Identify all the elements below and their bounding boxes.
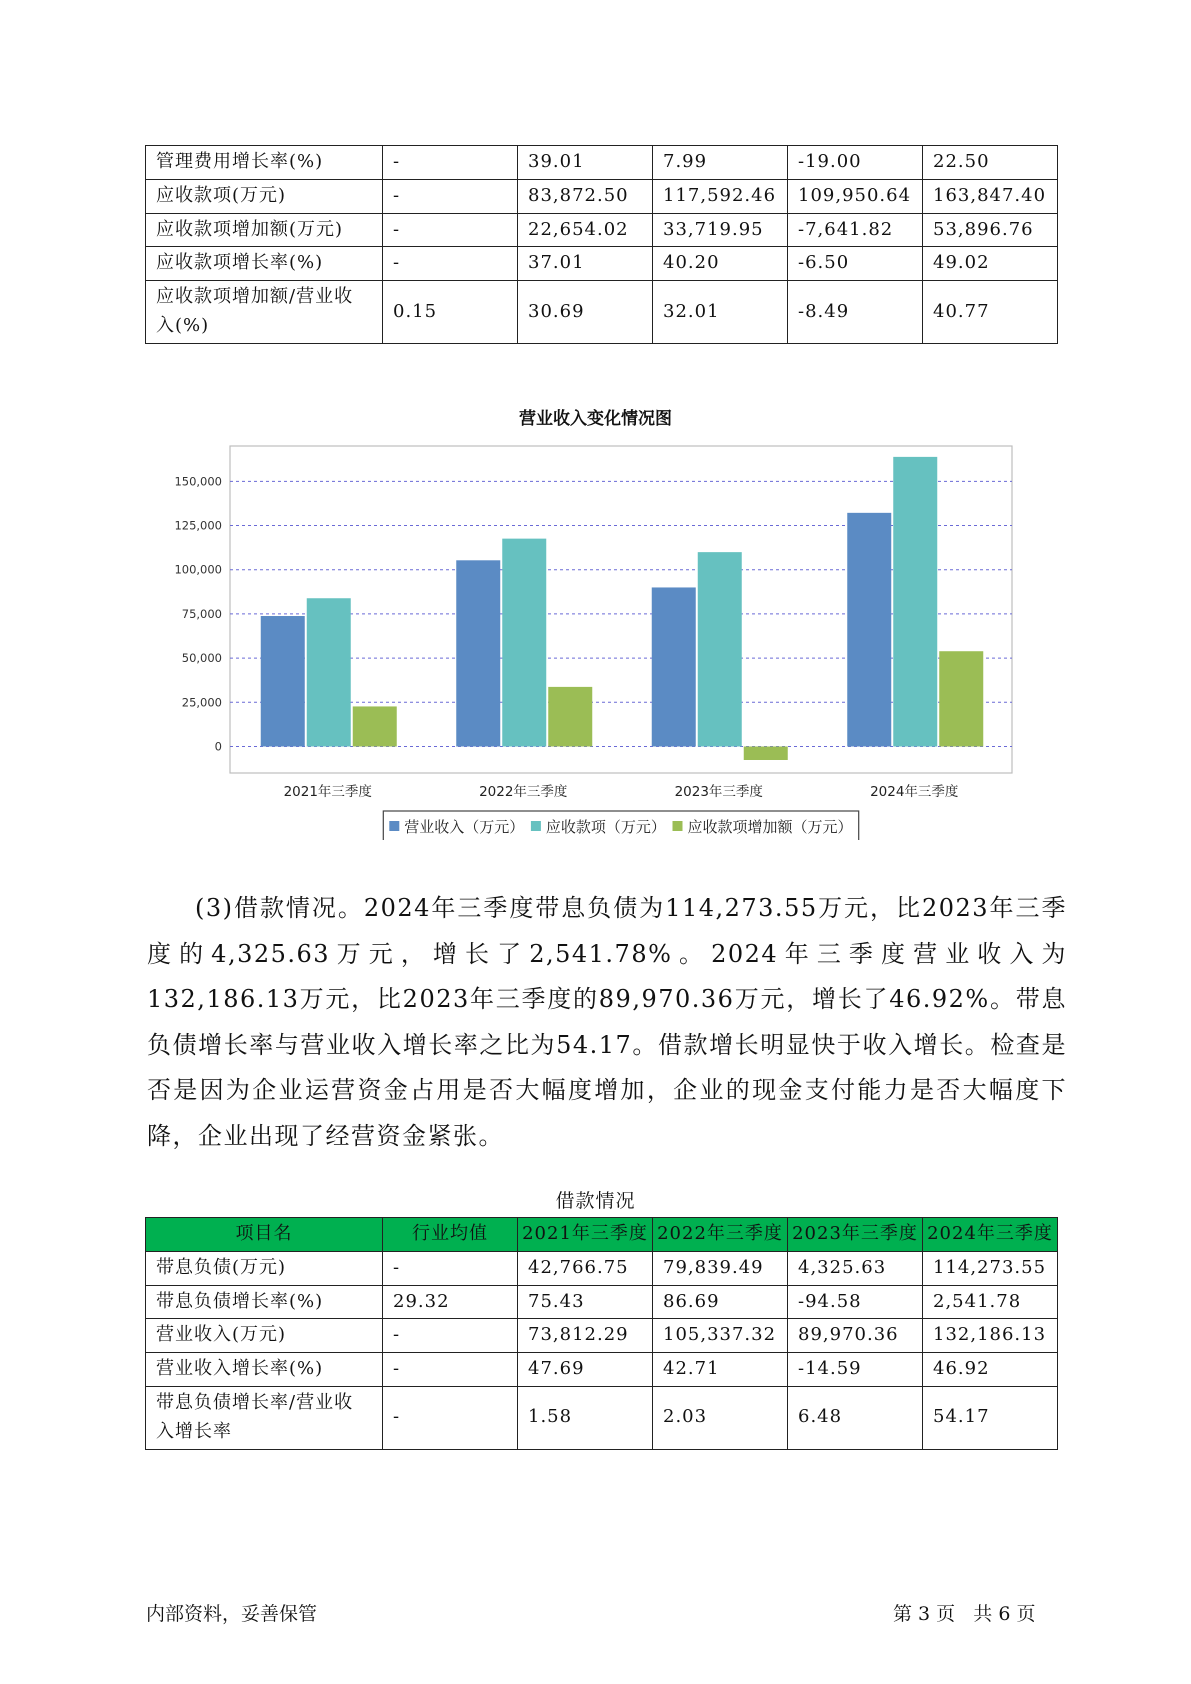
table-cell: 33,719.95: [653, 213, 788, 247]
table-row: [146, 1285, 1058, 1319]
table-cell: -6.50: [788, 247, 923, 281]
bar: [847, 513, 891, 747]
table-cell: 40.77: [923, 281, 1058, 344]
table-cell: 53,896.76: [923, 213, 1058, 247]
legend-label: 营业收入（万元）: [404, 818, 525, 836]
table-cell: 带息负债(万元): [146, 1251, 383, 1285]
table-cell: 带息负债增长率/营业收入增长率: [146, 1386, 383, 1449]
column-header: 2021年三季度: [518, 1218, 653, 1252]
table-cell: -19.00: [788, 146, 923, 180]
loan-table-caption: 借款情况: [555, 1190, 636, 1212]
table-cell: 6.48: [788, 1386, 923, 1449]
table-cell: 49.02: [923, 247, 1058, 281]
table-cell: 营业收入增长率(%): [146, 1353, 383, 1387]
table-cell: -7,641.82: [788, 213, 923, 247]
table-cell: 54.17: [923, 1386, 1058, 1449]
loan-analysis-paragraph: (3)借款情况。2024年三季度带息负债为114,273.55万元，比2023年三季度的4,325.63万元，增长了2,541.78%。2024年三季度营业收入为132,186.13万元，比2023年三季度的89,970.36万元，增长了46.92%。带息负债增长率与营业收入增长率之比为54.17。借款增长明显快于收入增长。检查是否是因为企业运营资金占用是否大幅度增加，企业的现金支付能力是否大幅度下降，企业出现了经营资金紧张。: [147, 894, 1067, 1150]
x-tick-label: 2022年三季度: [479, 784, 568, 800]
table-cell: 22.50: [923, 146, 1058, 180]
bar: [744, 746, 788, 760]
y-tick-label: 100,000: [174, 562, 222, 577]
table-row: [146, 1319, 1058, 1353]
table-cell: 37.01: [518, 247, 653, 281]
x-tick-label: 2023年三季度: [674, 784, 763, 800]
table-cell: -8.49: [788, 281, 923, 344]
table-cell: 1.58: [518, 1386, 653, 1449]
table-cell: -14.59: [788, 1353, 923, 1387]
table-cell: 163,847.40: [923, 179, 1058, 213]
table-row: [146, 1386, 1058, 1449]
column-header: 2023年三季度: [788, 1218, 923, 1252]
table-cell: -: [383, 1319, 518, 1353]
footer-page-number: 第 3 页 共 6 页: [893, 1603, 1036, 1625]
table-cell: -: [383, 247, 518, 281]
legend-swatch: [389, 821, 399, 831]
table-cell: 79,839.49: [653, 1251, 788, 1285]
table-cell: -: [383, 179, 518, 213]
bar: [548, 687, 592, 747]
x-tick-label: 2021年三季度: [283, 784, 372, 800]
legend-swatch: [673, 821, 683, 831]
column-header: 项目名: [146, 1218, 383, 1252]
table-cell: 应收款项(万元): [146, 179, 383, 213]
bar: [353, 706, 397, 746]
table-cell: -: [383, 1386, 518, 1449]
table-cell: 46.92: [923, 1353, 1058, 1387]
table-cell: 42,766.75: [518, 1251, 653, 1285]
bar: [698, 552, 742, 746]
table-cell: -: [383, 1353, 518, 1387]
table-cell: 带息负债增长率(%): [146, 1285, 383, 1319]
table-cell: 75.43: [518, 1285, 653, 1319]
table-cell: 42.71: [653, 1353, 788, 1387]
table-cell: 83,872.50: [518, 179, 653, 213]
bar: [893, 457, 937, 747]
table-cell: 47.69: [518, 1353, 653, 1387]
table-cell: 109,950.64: [788, 179, 923, 213]
table-cell: 应收款项增加额(万元): [146, 213, 383, 247]
y-tick-label: 75,000: [181, 606, 222, 621]
table-cell: 管理费用增长率(%): [146, 146, 383, 180]
table-cell: 29.32: [383, 1285, 518, 1319]
bar: [456, 560, 500, 746]
table-cell: 30.69: [518, 281, 653, 344]
x-tick-label: 2024年三季度: [870, 784, 959, 800]
table-cell: 39.01: [518, 146, 653, 180]
table-cell: 0.15: [383, 281, 518, 344]
loan-table: [145, 1217, 1058, 1450]
legend-label: 应收款项增加额（万元）: [687, 818, 853, 836]
table-cell: 22,654.02: [518, 213, 653, 247]
table-row: [146, 1353, 1058, 1387]
column-header: 2022年三季度: [653, 1218, 788, 1252]
revenue-bar-chart: [0, 0, 1191, 840]
bar: [502, 539, 546, 747]
table-cell: 应收款项增长率(%): [146, 247, 383, 281]
bar: [939, 651, 983, 746]
y-tick-label: 150,000: [174, 474, 222, 489]
table-cell: 2.03: [653, 1386, 788, 1449]
table-cell: 应收款项增加额/营业收入(%): [146, 281, 383, 344]
table-cell: 7.99: [653, 146, 788, 180]
table-cell: -: [383, 1251, 518, 1285]
table-row: [146, 1251, 1058, 1285]
table-cell: 89,970.36: [788, 1319, 923, 1353]
table-cell: 132,186.13: [923, 1319, 1058, 1353]
table-cell: 117,592.46: [653, 179, 788, 213]
table-cell: -: [383, 146, 518, 180]
table-cell: 40.20: [653, 247, 788, 281]
table-cell: -: [383, 213, 518, 247]
bar: [652, 587, 696, 746]
table-cell: 2,541.78: [923, 1285, 1058, 1319]
table-cell: 32.01: [653, 281, 788, 344]
y-tick-label: 125,000: [174, 518, 222, 533]
table-cell: 73,812.29: [518, 1319, 653, 1353]
bar: [261, 616, 305, 746]
y-tick-label: 0: [214, 739, 222, 754]
table-cell: -94.58: [788, 1285, 923, 1319]
table-cell: 105,337.32: [653, 1319, 788, 1353]
bar: [307, 598, 351, 746]
legend-label: 应收款项（万元）: [545, 818, 666, 836]
legend-swatch: [531, 821, 541, 831]
chart-title: 营业收入变化情况图: [519, 409, 672, 429]
footer-confidential-note: 内部资料，妥善保管: [146, 1603, 318, 1625]
table-cell: 营业收入(万元): [146, 1319, 383, 1353]
table-cell: 86.69: [653, 1285, 788, 1319]
table-cell: 114,273.55: [923, 1251, 1058, 1285]
table-cell: 4,325.63: [788, 1251, 923, 1285]
y-tick-label: 25,000: [181, 695, 222, 710]
table-header-row: [146, 1218, 1058, 1252]
y-tick-label: 50,000: [181, 651, 222, 666]
column-header: 2024年三季度: [923, 1218, 1058, 1252]
column-header: 行业均值: [383, 1218, 518, 1252]
